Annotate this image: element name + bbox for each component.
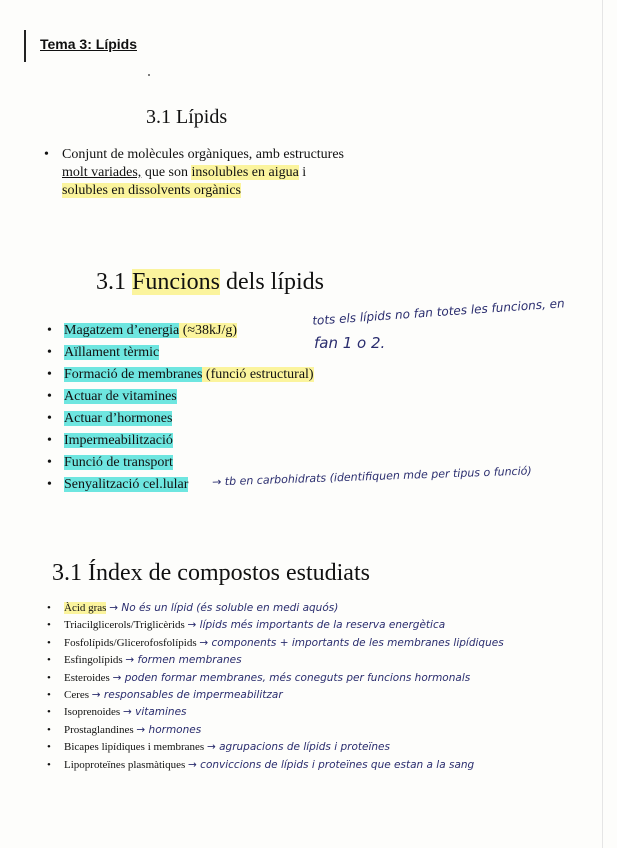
def-text-c: que son xyxy=(141,165,192,180)
compound-note: → conviccions de lípids i proteïnes que estan a la sang xyxy=(188,758,475,771)
function-extra: (≈38kJ/g) xyxy=(179,323,238,338)
compound-note: → lípids més importants de la reserva energètica xyxy=(187,619,446,632)
function-label: Funció de transport xyxy=(64,455,173,470)
handwritten-note-signal: → tb en carbohidrats (identifiquen mde per tipus o funció) xyxy=(211,464,532,489)
compound-note: → formen membranes xyxy=(125,654,242,667)
functions-list xyxy=(44,321,314,497)
compound-label: Ceres xyxy=(64,688,90,701)
compound-label: Àcid gras xyxy=(64,602,107,614)
compound-note: → responsables de impermeabilitzar xyxy=(91,688,283,701)
handwritten-note-2: fan 1 o 2. xyxy=(314,334,386,352)
list-item: • Bicapes lipídiques i membranes → agrupacions de lípids i proteïnes xyxy=(47,741,390,754)
compound-note: → No és un lípid (és soluble en medi aquós) xyxy=(109,602,339,614)
list-item: • Actuar de vitamines xyxy=(47,389,177,404)
list-item: • Triacilglicerols/Triglicèrids → lípids més importants de la reserva energètica xyxy=(47,619,446,632)
section-index-title: 3.1 Índex de compostos estudiats xyxy=(52,560,370,586)
lipids-definition xyxy=(44,146,344,200)
compound-label: Bicapes lipídiques i membranes xyxy=(64,741,205,754)
compound-note: → hormones xyxy=(136,723,202,736)
functions-title-prefix: 3.1 xyxy=(96,269,132,295)
def-text-a: Conjunt de molècules orgàniques, amb estructures xyxy=(62,147,345,162)
list-item: • Lipoproteïnes plasmàtiques → conviccions de lípids i proteïnes que estan a la sang xyxy=(47,758,475,771)
list-item: • Ceres → responsables de impermeabilitzar xyxy=(47,688,283,701)
functions-title-suffix: dels lípids xyxy=(220,269,325,295)
topic-title: Tema 3: Lípids xyxy=(40,36,137,52)
list-item: • Prostaglandines → hormones xyxy=(47,723,202,736)
list-item: • Impermeabilització xyxy=(47,433,173,448)
bullet: • xyxy=(44,147,49,162)
list-item: • Actuar d’hormones xyxy=(47,411,173,426)
functions-title-highlight: Funcions xyxy=(132,269,221,295)
list-item: • Aïllament tèrmic xyxy=(47,345,160,360)
function-label: Magatzem d’energia xyxy=(64,323,180,338)
list-item: • Magatzem d’energia (≈38kJ/g) xyxy=(47,323,238,338)
function-label: Impermeabilització xyxy=(64,433,173,448)
compound-note: → agrupacions de lípids i proteïnes xyxy=(206,741,390,754)
function-label: Actuar de vitamines xyxy=(64,389,177,404)
margin-bar xyxy=(24,30,26,62)
function-label: Senyalització cel.lular xyxy=(64,477,189,492)
compound-label: Lipoproteïnes plasmàtiques xyxy=(64,758,186,771)
compound-note: → components + importants de les membranes lipídiques xyxy=(199,636,504,649)
list-item: • Funció de transport xyxy=(47,455,173,470)
compound-label: Esfingolípids xyxy=(64,654,123,667)
def-text-e: i xyxy=(298,165,307,180)
page-edge xyxy=(602,0,603,848)
compound-note: → vitamines xyxy=(122,706,187,719)
list-item: • Formació de membranes (funció estructural) xyxy=(47,367,314,382)
compound-note: → poden formar membranes, més coneguts per funcions hormonals xyxy=(112,671,471,684)
def-text-d: insolubles en aigua xyxy=(191,165,299,180)
function-label: Actuar d’hormones xyxy=(64,411,173,426)
compound-label: Esteroides xyxy=(64,671,110,684)
function-extra: (funció estructural) xyxy=(202,367,314,382)
compounds-list xyxy=(44,600,504,774)
list-item: • Esfingolípids → formen membranes xyxy=(47,654,242,667)
stray-mark xyxy=(148,74,150,76)
section-functions-title xyxy=(96,269,324,296)
list-item: • Esteroides → poden formar membranes, més coneguts per funcions hormonals xyxy=(47,671,471,684)
compound-label: Isoprenoides xyxy=(64,706,121,719)
list-item: • Senyalització cel.lular xyxy=(47,477,189,492)
function-label: Aïllament tèrmic xyxy=(64,345,160,360)
section-lipids-title: 3.1 Lípids xyxy=(146,106,228,128)
compound-label: Triacilglicerols/Triglicèrids xyxy=(64,619,185,632)
function-label: Formació de membranes xyxy=(64,367,203,382)
handwritten-note-1: tots els lípids no fan totes les funcions, en xyxy=(311,296,566,328)
compound-label: Prostaglandines xyxy=(64,723,134,736)
def-text-b: molt variades, xyxy=(62,165,142,180)
list-item: • Àcid gras → No és un lípid (és soluble en medi aquós) xyxy=(47,602,339,614)
def-text-f: solubles en dissolvents orgànics xyxy=(62,183,242,198)
list-item: • Fosfolípids/Glicerofosfolípids → components + importants de les membranes lipídiques xyxy=(47,636,504,649)
compound-label: Fosfolípids/Glicerofosfolípids xyxy=(64,636,197,649)
list-item: • Isoprenoides → vitamines xyxy=(47,706,187,719)
